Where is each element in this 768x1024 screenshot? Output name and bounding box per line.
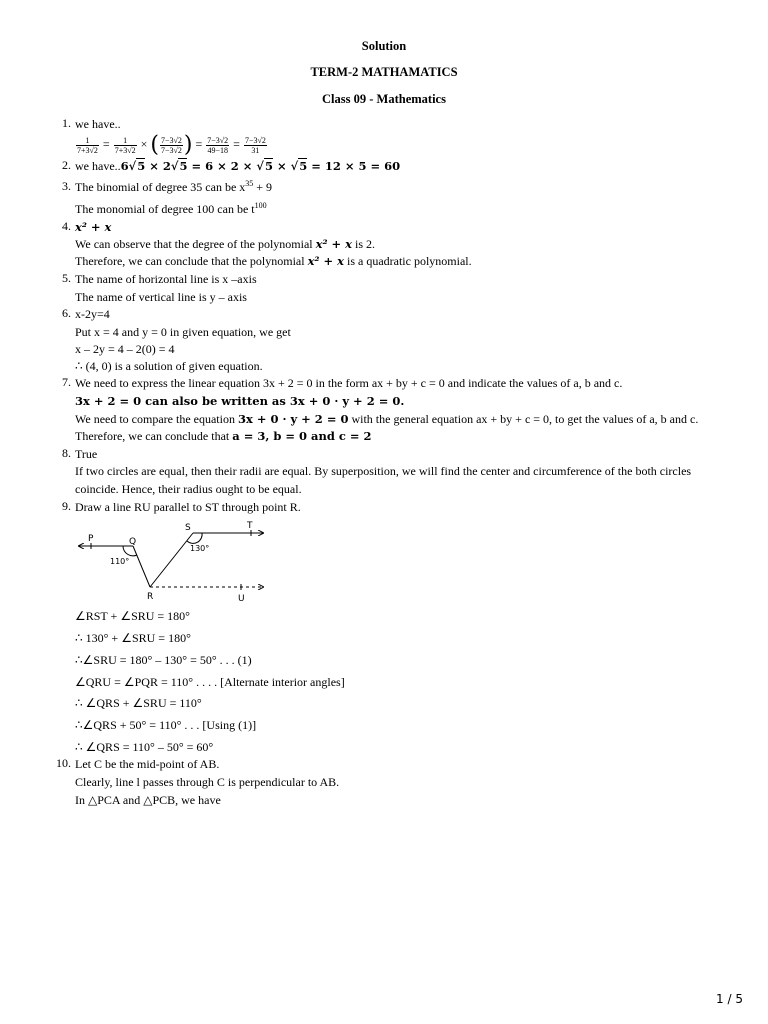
q6-line-4: ∴ (4, 0) is a solution of given equation.	[75, 359, 263, 373]
label-t: T	[247, 521, 253, 531]
q9-step-4: ∠QRU = ∠PQR = 110° . . . . [Alternate interior angles]	[75, 675, 345, 689]
q7-line-3: We need to compare the equation 3x + 0 · y + 2 = 0 with the general equation ax + by + c = 0, to get the values of a, b and c.	[75, 412, 699, 426]
page-indicator: 1 / 5	[716, 992, 743, 1006]
q10-line-2: Clearly, line l passes through C is perpendicular to AB.	[75, 775, 340, 789]
q9-step-5: ∴ ∠QRS + ∠SRU = 110°	[75, 696, 202, 710]
label-u: U	[238, 594, 245, 604]
q6-line-3: x – 2y = 4 – 2(0) = 4	[75, 342, 175, 356]
q6-line-2: Put x = 4 and y = 0 in given equation, we get	[75, 325, 291, 339]
q8-number: 8.	[62, 446, 71, 460]
doc-class: Class 09 - Mathematics	[322, 92, 446, 106]
q6-number: 6.	[62, 306, 71, 320]
q8-line-1: True	[75, 447, 98, 461]
q3-number: 3.	[62, 179, 71, 193]
q8-line-3: coincide. Hence, their radius ought to be equal.	[75, 482, 302, 496]
label-r: R	[147, 592, 154, 602]
q5-number: 5.	[62, 271, 71, 285]
q4-number: 4.	[62, 219, 71, 233]
q9-step-1: ∠RST + ∠SRU = 180°	[75, 609, 190, 623]
q2-line: we have..6√5 × 2√5 = 6 × 2 × √5 × √5 = 12 × 5 = 60	[75, 159, 401, 173]
doc-title: Solution	[361, 39, 407, 53]
q1-number: 1.	[62, 116, 71, 130]
q9-figure	[75, 519, 275, 604]
q1-fraction-3: $\frac{7-3√2}{7-3√2}$	[160, 135, 182, 155]
label-q: Q	[129, 537, 137, 547]
line-qr	[133, 546, 150, 587]
label-s: S	[185, 523, 191, 533]
line-rs	[150, 533, 193, 587]
q4-line-1: We can observe that the degree of the polynomial x² + x is 2.	[75, 237, 376, 251]
doc-term: TERM-2 MATHAMATICS	[310, 65, 458, 79]
label-angle-130: 130°	[190, 544, 210, 553]
q10-line-1: Let C be the mid-point of AB.	[75, 757, 220, 771]
q10-number: 10.	[56, 756, 71, 770]
label-p: P	[88, 534, 94, 544]
q8-line-2: If two circles are equal, then their radii are equal. By superposition, we will find the center and circumference of the both circles	[75, 464, 692, 478]
q9-number: 9.	[62, 499, 71, 513]
q1-expression: $\frac{1}{7+3√2}$ = $\frac{1}{7+3√2}$ × ( $\frac{7-3√2}{7-3√2}$ ) = $\frac{7-3√2}{49-18}$ = $\frac{7-3√2}{31}$	[77, 132, 266, 158]
q9-line-1: Draw a line RU parallel to ST through point R.	[75, 500, 301, 514]
q5-line-2: The name of vertical line is y – axis	[75, 290, 247, 304]
q3-line-1: The binomial of degree 35 can be $x^{35} + 9$	[75, 179, 273, 194]
q9-step-3: ∴∠SRU = 180° – 130° = 50° . . . (1)	[75, 653, 252, 667]
q7-line-2: 3x + 2 = 0 can also be written as 3x + 0 · y + 2 = 0.	[75, 394, 405, 408]
label-angle-110: 110°	[110, 557, 130, 566]
q4-line-2: Therefore, we can conclude that the polynomial x² + x is a quadratic polynomial.	[75, 254, 472, 268]
q7-line-1: We need to express the linear equation 3x + 2 = 0 in the form ax + by + c = 0 and indicate the values of a, b and c.	[75, 376, 623, 390]
q7-line-4: Therefore, we can conclude that a = 3, b = 0 and c = 2	[75, 429, 372, 443]
q1-text: we have..	[75, 117, 121, 131]
q4-expression: x² + x	[75, 220, 112, 234]
q5-line-1: The name of horizontal line is x –axis	[75, 272, 257, 286]
q9-step-7: ∴ ∠QRS = 110° – 50° = 60°	[75, 740, 214, 754]
q1-fraction-1: $\frac{1}{7+3√2}$	[77, 135, 98, 155]
q1-fraction-5: $\frac{7-3√2}{31}$	[244, 135, 266, 155]
q10-line-3: In △PCA and △PCB, we have	[75, 793, 221, 807]
q9-step-6: ∴∠QRS + 50° = 110° . . . [Using (1)]	[75, 718, 257, 732]
q6-line-1: x-2y=4	[75, 307, 110, 321]
q3-line-2: The monomial of degree 100 can be $t^{100}$	[75, 201, 267, 216]
q1-fraction-2: $\frac{1}{7+3√2}$	[114, 135, 136, 155]
q9-step-2: ∴ 130° + ∠SRU = 180°	[75, 631, 191, 645]
q2-number: 2.	[62, 158, 71, 172]
q7-number: 7.	[62, 375, 71, 389]
q1-fraction-4: $\frac{7-3√2}{49-18}$	[207, 135, 229, 155]
